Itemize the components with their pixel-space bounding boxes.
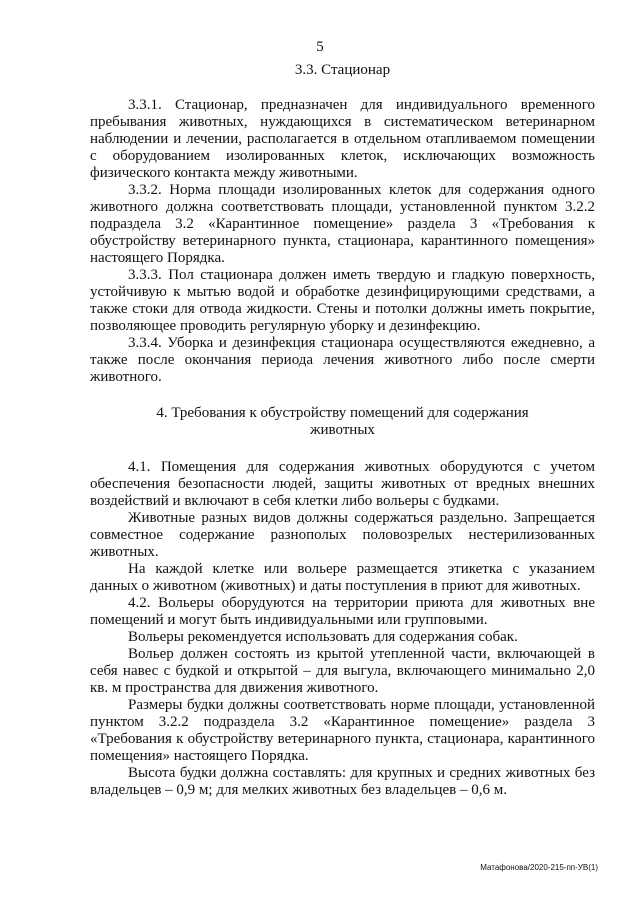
section-4-title — [90, 405, 595, 439]
paragraph-4-2: 4.2. Вольеры оборудуются на территории приюта для животных вне помещений и могут быть индивидуальными или групповыми. — [90, 595, 595, 628]
paragraph-enclosure-structure: Вольер должен состоять из крытой утепленной части, включающей в себя навес с будкой и открытой – для выгула, включающего минимально 2,0 кв. м пространства для движения животного. — [90, 646, 595, 696]
footer-document-id: Матафонова/2020-215-пп-УВ(1) — [480, 863, 598, 872]
paragraph-kennel-size: Размеры будки должны соответствовать норме площади, установленной пунктом 3.2.2 подраздела 3.2 «Карантинное помещение» раздела 3 «Требования к обустройству ветеринарного пункта, стационара, карантинного помещения» настоящего Порядка. — [90, 697, 595, 764]
paragraph-enclosure-dogs: Вольеры рекомендуется использовать для содержания собак. — [128, 629, 518, 645]
paragraph-3-3-1: 3.3.1. Стационар, предназначен для индивидуального временного пребывания животных, нуждающихся в систематическом ветеринарном наблюдении и лечении, располагается в отдельном отапливаемом помещении с оборудованием изолированных клеток, исключающих возможность физического контакта между животными. — [90, 97, 595, 181]
paragraph-3-3-3: 3.3.3. Пол стационара должен иметь твердую и гладкую поверхность, устойчивую к мытью водой и обработке дезинфицирующими средствами, а также стоки для отвода жидкости. Стены и потолки должны иметь покрытие, позволяющее проводить регулярную уборку и дезинфекцию. — [90, 267, 595, 334]
section-3-3-body — [90, 97, 595, 386]
section-4-title-line-2: животных — [310, 422, 375, 438]
paragraph-3-3-4: 3.3.4. Уборка и дезинфекция стационара осуществляются ежедневно, а также после окончания периода лечения животного либо после смерти животного. — [90, 335, 595, 385]
paragraph-species-separation: Животные разных видов должны содержаться раздельно. Запрещается совместное содержание разнополых половозрелых нестерилизованных животных. — [90, 510, 595, 560]
paragraph-3-3-2: 3.3.2. Норма площади изолированных клеток для содержания одного животного должна соответствовать площади, установленной пунктом 3.2.2 подраздела 3.2 «Карантинное помещение» раздела 3 «Требования к обустройству ветеринарного пункта, стационара, карантинного помещения» настоящего Порядка. — [90, 182, 595, 266]
section-3-3-title: 3.3. Стационар — [294, 62, 391, 78]
paragraph-kennel-height: Высота будки должна составлять: для крупных и средних животных без владельцев – 0,9 м; для мелких животных без владельцев – 0,6 м. — [90, 765, 595, 798]
page-number: 5 — [316, 39, 324, 55]
section-4-body — [90, 459, 595, 799]
section-4-title-line-1: 4. Требования к обустройству помещений для содержания — [156, 405, 529, 421]
paragraph-cage-label: На каждой клетке или вольере размещается этикетка с указанием данных о животном (животных) и даты поступления в приют для животных. — [90, 561, 595, 594]
paragraph-4-1: 4.1. Помещения для содержания животных оборудуются с учетом обеспечения безопасности людей, защиты животных от вредных внешних воздействий и включают в себя клетки либо вольеры с будками. — [90, 459, 595, 509]
